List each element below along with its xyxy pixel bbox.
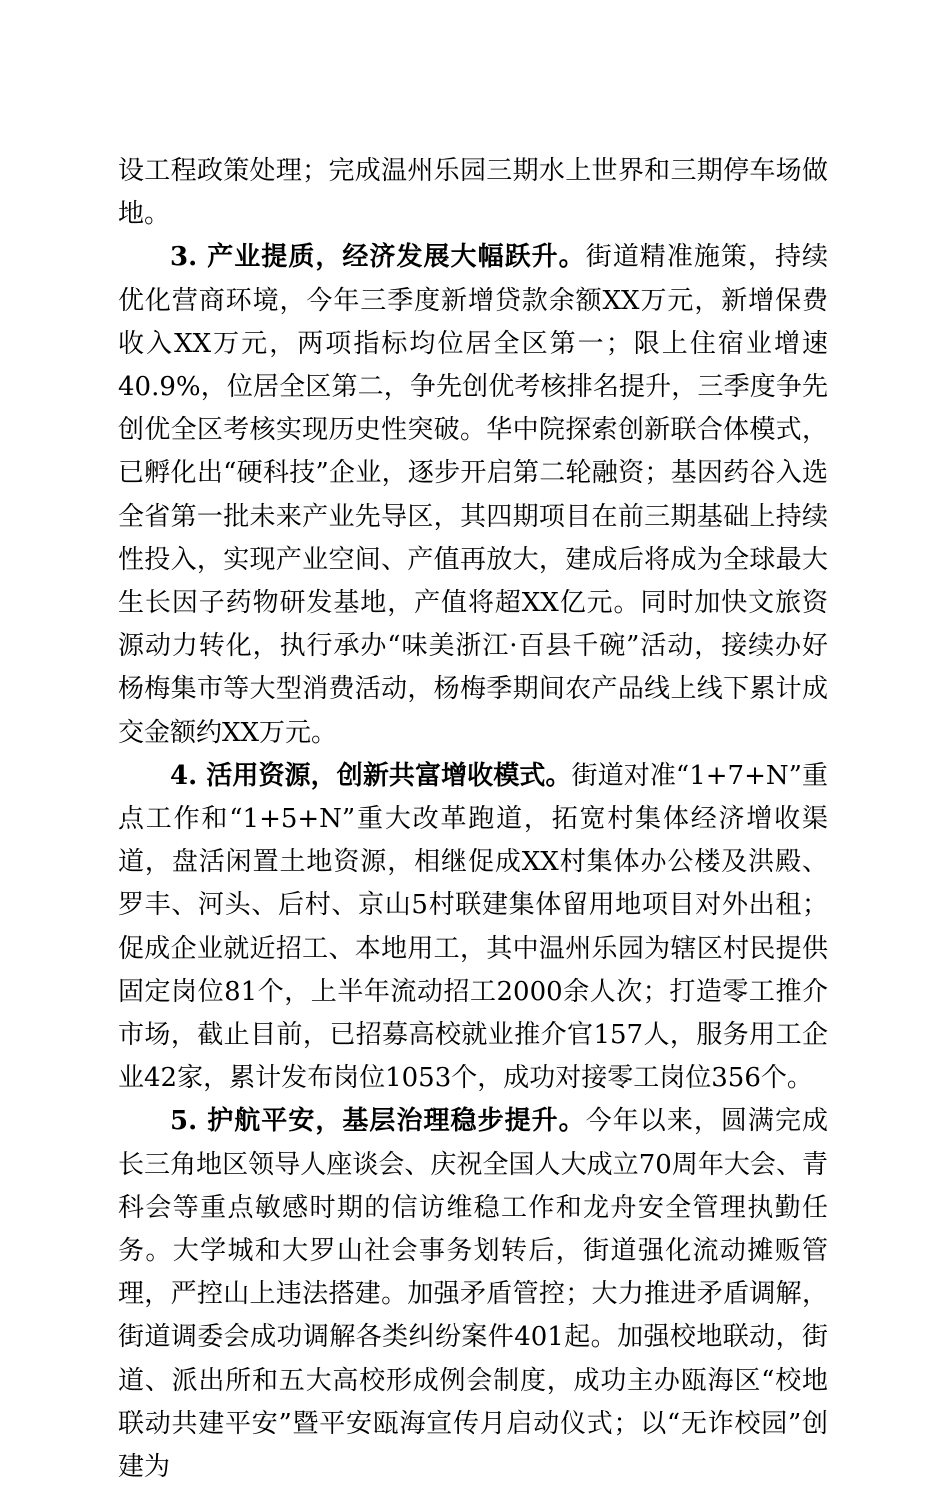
paragraph-continuation <box>118 150 828 236</box>
paragraph-text: 今年以来，圆满完成长三角地区领导人座谈会、庆祝全国人大成立70周年大会、青科会等重点敏感时期的信访维稳工作和龙舟安全管理执勤任务。大学城和大罗山社会事务划转后，街道强化流动摊贩管理，严控山上违法搭建。加强矛盾管控；大力推进矛盾调解，街道调委会成功调解各类纠纷案件401起。加强校地联动，街道、派出所和五大高校形成例会制度，成功主办瓯海区“校地联动共建平安”暨平安瓯海宣传月启动仪式；以“无诈校园”创建为 <box>118 1106 828 1483</box>
paragraph-heading: 3. 产业提质，经济发展大幅跃升。 <box>170 242 586 273</box>
paragraph-text: 设工程政策处理；完成温州乐园三期水上世界和三期停车场做地。 <box>118 156 828 230</box>
paragraph-text: 街道精准施策，持续优化营商环境，今年三季度新增贷款余额XX万元，新增保费收入XX万元，两项指标均位居全区第一；限上住宿业增速40.9%，位居全区第二，争先创优考核排名提升，三季度争先创优全区考核实现历史性突破。华中院探索创新联合体模式，已孵化出“硬科技”企业，逐步开启第二轮融资；基因药谷入选全省第一批未来产业先导区，其四期项目在前三期基础上持续性投入，实现产业空间、产值再放大，建成后将成为全球最大生长因子药物研发基地，产值将超XX亿元。同时加快文旅资源动力转化，执行承办“味美浙江·百县千碗”活动，接续办好杨梅集市等大型消费活动，杨梅季期间农产品线上线下累计成交金额约XX万元。 <box>118 242 828 748</box>
paragraph-resources <box>118 755 828 1101</box>
paragraph-text: 街道对准“1+7+N”重点工作和“1+5+N”重大改革跑道，拓宽村集体经济增收渠道，盘活闲置土地资源，相继促成XX村集体办公楼及洪殿、罗丰、河头、后村、京山5村联建集体留用地项目对外出租；促成企业就近招工、本地用工，其中温州乐园为辖区村民提供固定岗位81个，上半年流动招工2000余人次；打造零工推介市场，截止目前，已招募高校就业推介官157人，服务用工企业42家，累计发布岗位1053个，成功对接零工岗位356个。 <box>118 760 828 1094</box>
paragraph-industry <box>118 236 828 754</box>
body-text <box>118 150 828 1489</box>
paragraph-safety <box>118 1100 828 1489</box>
paragraph-heading: 4. 活用资源，创新共富增收模式。 <box>170 760 572 791</box>
paragraph-heading: 5. 护航平安，基层治理稳步提升。 <box>170 1106 586 1137</box>
